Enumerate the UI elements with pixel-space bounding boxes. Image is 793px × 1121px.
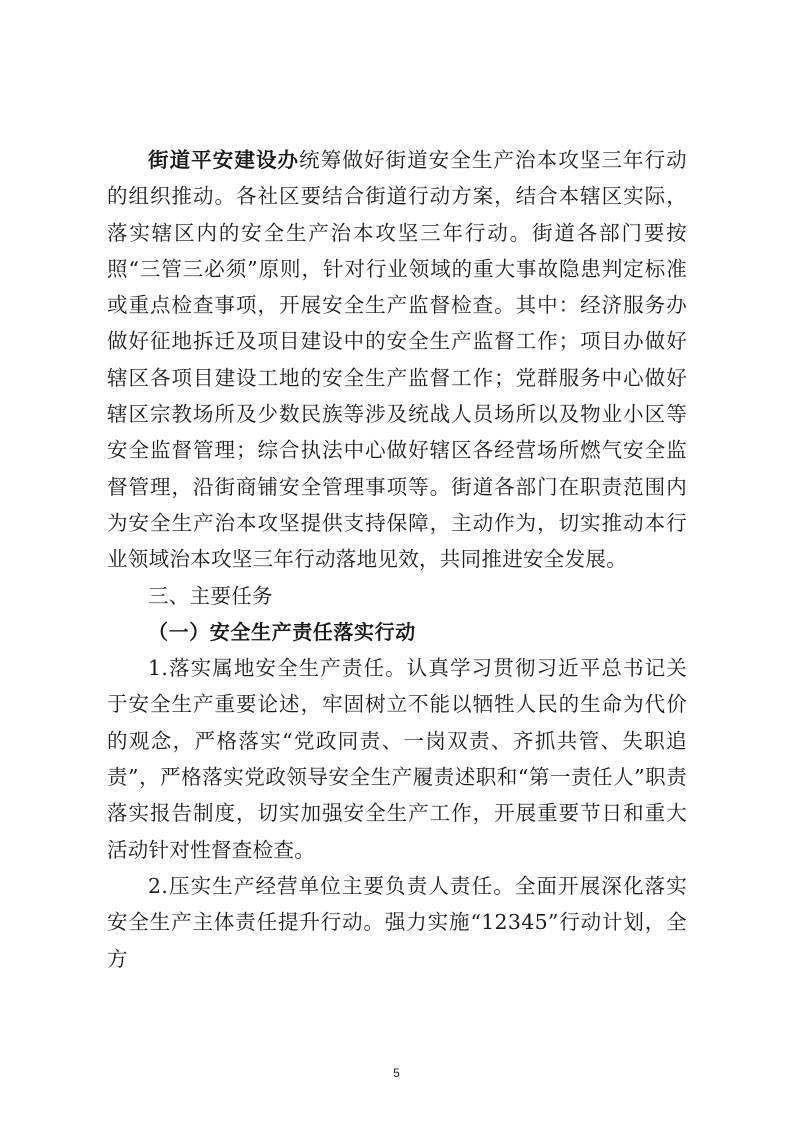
- page-body: [107, 142, 687, 977]
- intro-lead: 街道平安建设办: [148, 148, 300, 172]
- section-heading: 三、主要任务: [148, 583, 273, 608]
- intro-paragraph: [107, 142, 687, 578]
- task-item-1: 1.落实属地安全生产责任。认真学习贯彻习近平总书记关于安全生产重要论述，牢固树立不能以牺牲人民的生命为代价的观念，严格落实“党政同责、一岗双责、齐抓共管、失职追责”，严格落实党政领导安全生产履责述职和“第一责任人”职责落实报告制度，切实加强安全生产工作，开展重要节日和重大活动针对性督查检查。: [107, 656, 687, 862]
- subsection-heading: （一）安全生产责任落实行动: [148, 619, 416, 644]
- task-item-2: 2.压实生产经营单位主要负责人责任。全面开展深化落实安全生产主体责任提升行动。强力实施“12345”行动计划，全方: [107, 873, 687, 971]
- intro-text: 统筹做好街道安全生产治本攻坚三年行动的组织推动。各社区要结合街道行动方案，结合本辖区实际，落实辖区内的安全生产治本攻坚三年行动。街道各部门要按照“三管三必须”原则，针对行业领域的重大事故隐患判定标准或重点检查事项，开展安全生产监督检查。其中：经济服务办做好征地拆迁及项目建设中的安全生产监督工作；项目办做好辖区各项目建设工地的安全生产监督工作；党群服务中心做好辖区宗教场所及少数民族等涉及统战人员场所以及物业小区等安全监督管理；综合执法中心做好辖区各经营场所燃气安全监督管理，沿街商铺安全管理事项等。街道各部门在职责范围内为安全生产治本攻坚提供支持保障，主动作为，切实推动本行业领域治本攻坚三年行动落地见效，共同推进安全发展。: [107, 148, 687, 572]
- page-number: 5: [393, 1066, 400, 1080]
